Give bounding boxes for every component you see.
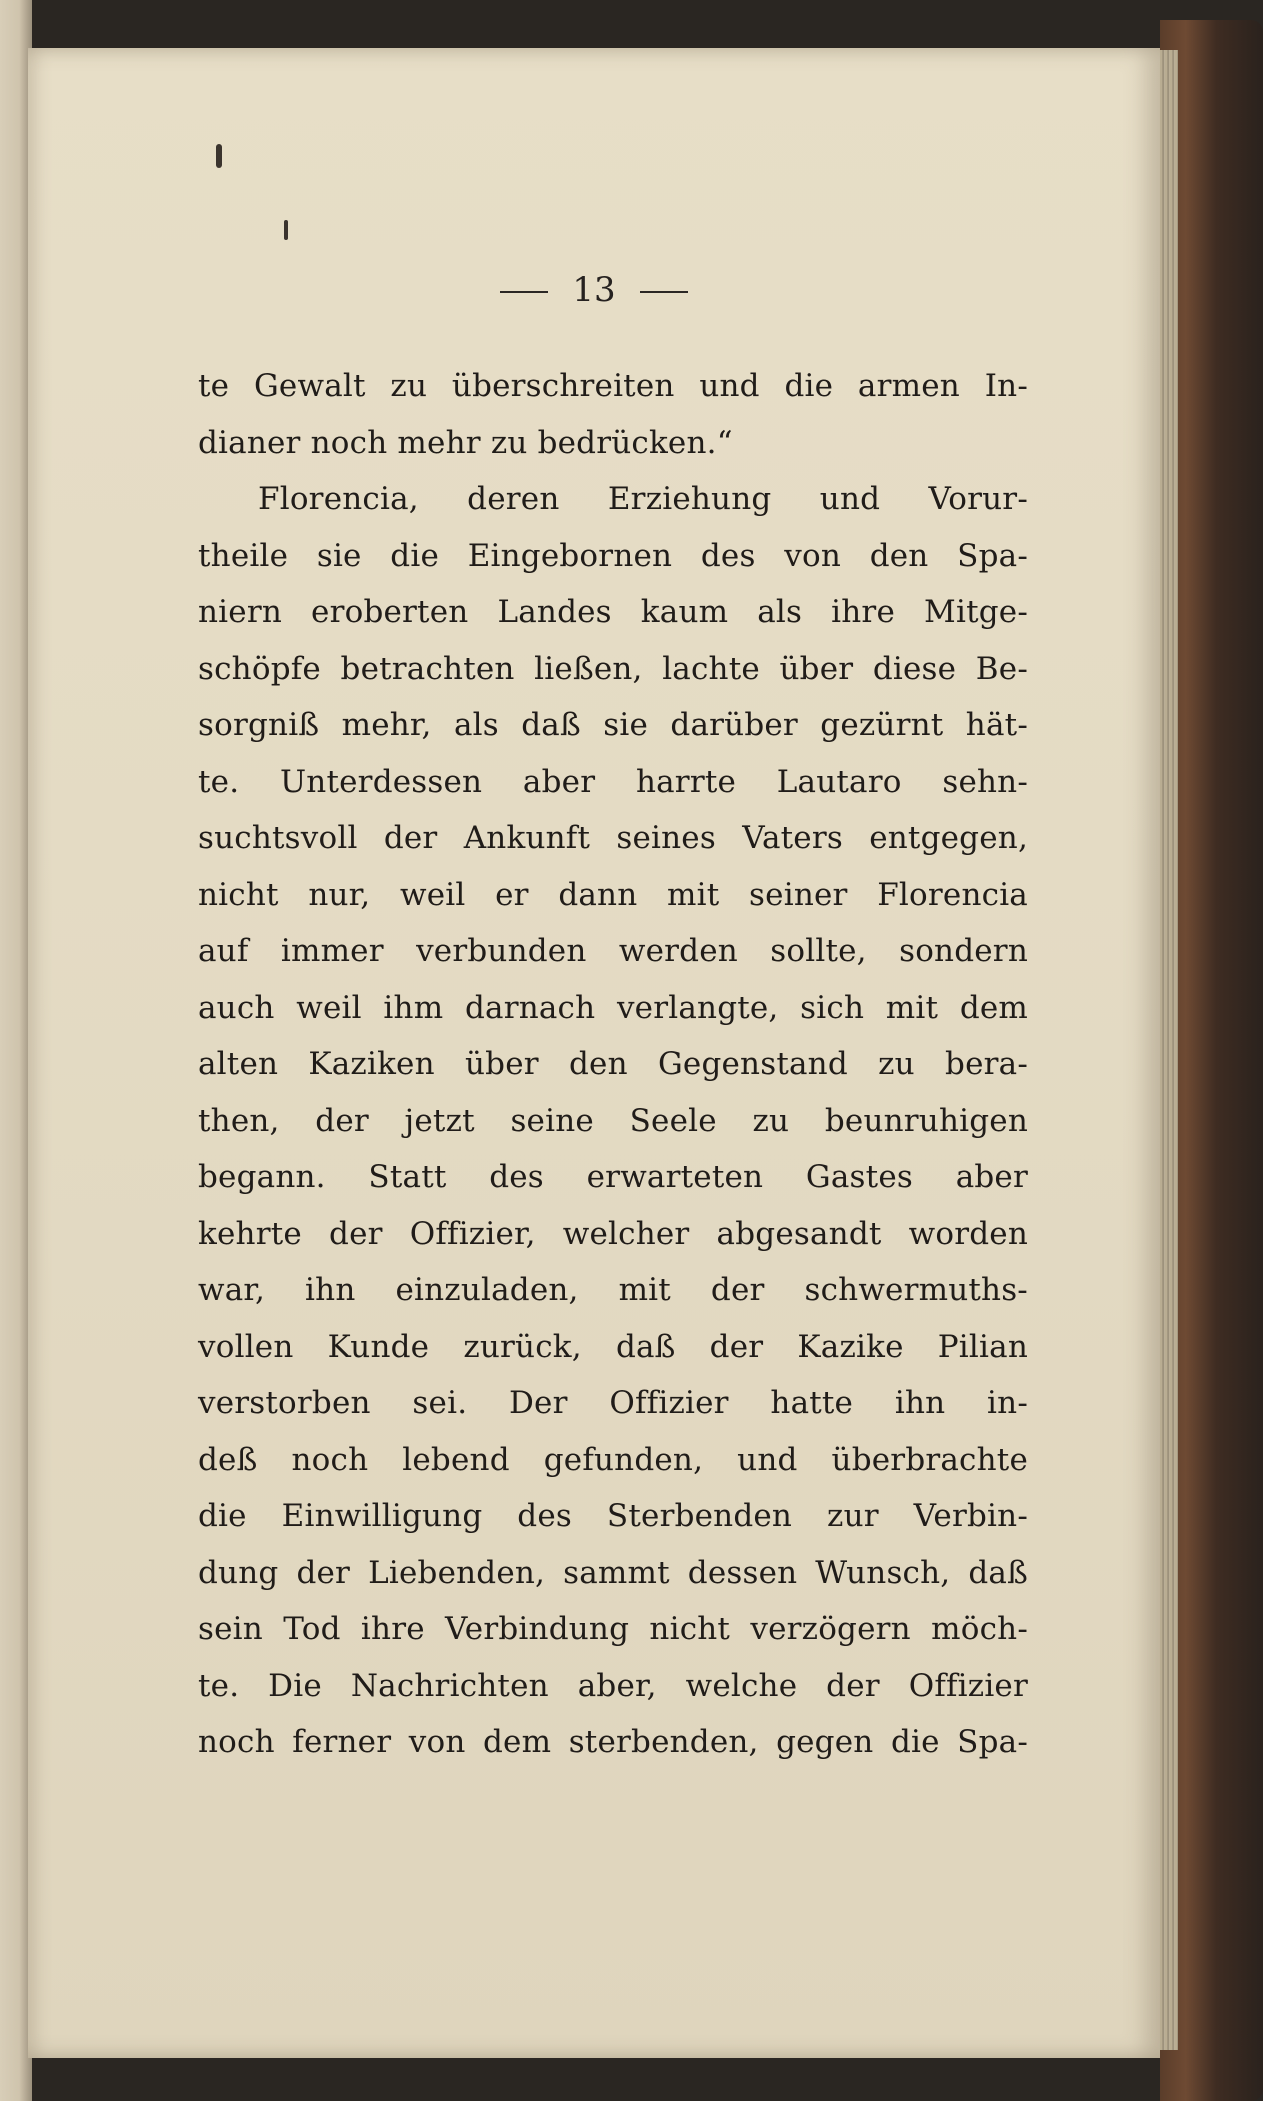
text-line: te Gewalt zu überschreiten und die armen In- (198, 368, 1028, 404)
text-line: war, ihn einzuladen, mit der schwermuths- (198, 1272, 1028, 1308)
page-header (28, 270, 1160, 310)
text-line: vollen Kunde zurück, daß der Kazike Pilian (198, 1328, 1028, 1365)
text-line: alten Kaziken über den Gegenstand zu bera- (198, 1046, 1028, 1082)
ink-mark (284, 220, 288, 240)
body-text (198, 358, 1028, 1771)
text-line: sein Tod ihre Verbindung nicht verzögern möch- (198, 1611, 1028, 1647)
text-line: Florencia, deren Erziehung und Vorur- (258, 481, 1028, 517)
header-dash-left (500, 291, 548, 293)
ink-mark (216, 144, 222, 168)
text-line: deß noch lebend gefunden, und überbrachte (198, 1441, 1028, 1478)
text-line: auch weil ihm darnach verlangte, sich mit dem (198, 989, 1028, 1026)
text-line: nicht nur, weil er dann mit seiner Florencia (198, 876, 1028, 913)
text-line: dung der Liebenden, sammt dessen Wunsch, daß (198, 1554, 1028, 1591)
text-line: auf immer verbunden werden sollte, sondern (198, 933, 1028, 969)
text-line: noch ferner von dem sterbenden, gegen die Spa- (198, 1724, 1028, 1760)
text-line: kehrte der Offizier, welcher abgesandt worden (198, 1215, 1028, 1252)
text-line: begann. Statt des erwarteten Gastes aber (198, 1159, 1028, 1195)
header-dash-right (640, 291, 688, 293)
text-line: te. Die Nachrichten aber, welche der Offizier (198, 1667, 1028, 1704)
text-line: suchtsvoll der Ankunft seines Vaters entgegen, (198, 820, 1028, 856)
text-line: dianer noch mehr zu bedrücken.“ (198, 424, 733, 461)
text-line: sorgniß mehr, als daß sie darüber gezürnt hät- (198, 707, 1028, 743)
text-line: verstorben sei. Der Offizier hatte ihn in- (198, 1385, 1028, 1421)
text-line: niern eroberten Landes kaum als ihre Mitge- (198, 594, 1028, 630)
book-page (28, 48, 1160, 2058)
page-number: 13 (572, 270, 616, 310)
text-line: then, der jetzt seine Seele zu beunruhigen (198, 1102, 1028, 1139)
text-line: die Einwilligung des Sterbenden zur Verbin- (198, 1498, 1028, 1534)
text-line: theile sie die Eingebornen des von den Spa- (198, 537, 1028, 574)
text-line: te. Unterdessen aber harrte Lautaro sehn- (198, 763, 1028, 800)
text-line: schöpfe betrachten ließen, lachte über diese Be- (198, 650, 1028, 687)
